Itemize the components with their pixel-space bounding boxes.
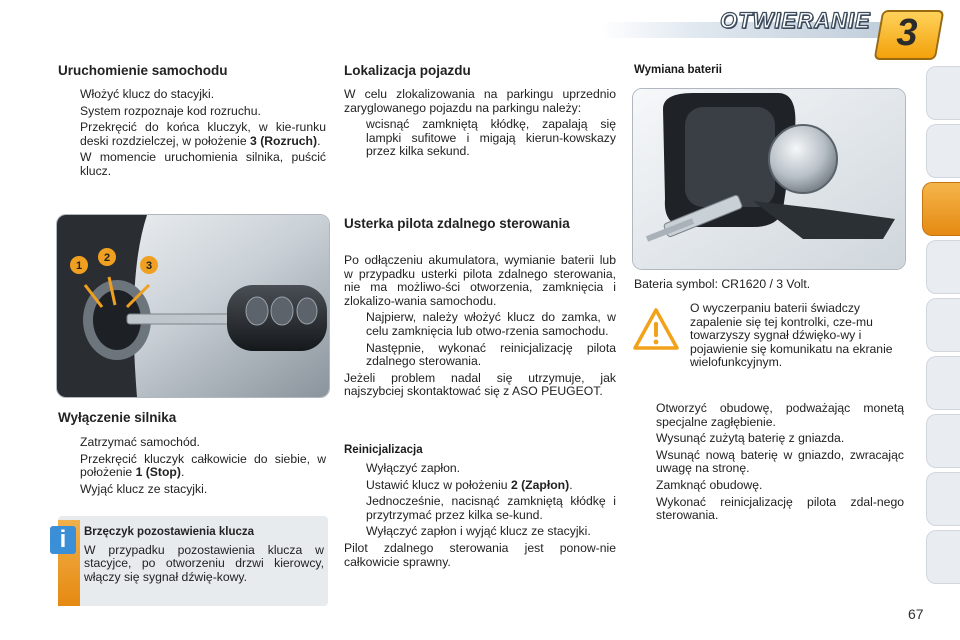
list-item: System rozpoznaje kod rozruchu. [80, 103, 261, 118]
list-item: Wyłączyć zapłon. [366, 461, 461, 475]
list-item: Przekręcić kluczyk całkowicie do siebie, w położenie 1 (Stop). [80, 451, 326, 480]
stop-heading: Wyłączenie silnika [58, 410, 177, 425]
chapter-tab[interactable] [926, 66, 960, 120]
chapter-tab[interactable] [926, 240, 960, 294]
start-list [58, 88, 326, 182]
battery-steps [634, 402, 904, 526]
list-item: Następnie, wykonać reinicjalizację pilota zdalnego sterowania. [366, 340, 616, 369]
chapter-tab[interactable] [926, 124, 960, 178]
list-item: Wysunąć zużytą baterię z gniazda. [656, 431, 845, 446]
locate-content: W celu zlokalizowania na parkingu uprzednio zaryglowanego pojazdu na parkingu należy: wcisnąć zamkniętą kłódkę, zapalają się lampki sufitowe i migają kierun-kowskazy przez kilka sekund. [344, 87, 616, 159]
chapter-tab[interactable] [926, 472, 960, 526]
page-number: 67 [908, 606, 924, 622]
info-text: W przypadku pozostawienia klucza w stacyjce, po otworzeniu drzwi kierowcy, włączy się sygnał dźwię-kowy. [84, 542, 324, 584]
position-label-1: 1 [75, 260, 83, 272]
list-item: Przekręcić do końca kluczyk, w kie-runku deski rozdzielczej, w położenie 3 (Rozruch). [80, 120, 326, 148]
position-label-2: 2 [103, 252, 111, 264]
list-item: Wyłączyć zapłon i wyjąć klucz ze stacyjki. [366, 524, 591, 539]
chapter-tab-active[interactable] [922, 182, 960, 236]
list-item: Zatrzymać samochód. [80, 435, 200, 449]
warning-icon [632, 306, 680, 354]
locate-heading: Lokalizacja pojazdu [344, 63, 471, 78]
reinit-content: Wyłączyć zapłon. Ustawić klucz w położeniu 2 (Zapłon). Jednocześnie, nacisnąć zamkniętą kłódkę i przytrzymać przez kilka se-kund. Wyłączyć zapłon i wyjąć klucz ze stacyjki. Pilot zdalnego sterowania jest ponow-nie całkowicie sprawny. [344, 461, 616, 569]
fault-heading: Usterka pilota zdalnego sterowania [344, 216, 570, 231]
reinit-heading: Reinicjalizacja [344, 444, 423, 456]
list-item: wcisnąć zamkniętą kłódkę, zapalają się lampki sufitowe i migają kierun-kowskazy przez kilka sekund. [366, 117, 616, 159]
list-item: Wykonać reinicjalizację pilota zdal-nego sterowania. [656, 494, 904, 523]
ignition-photo [56, 214, 330, 398]
position-label-3: 3 [145, 260, 153, 272]
info-title: Brzęczyk pozostawienia klucza [84, 526, 255, 538]
battery-heading: Wymiana baterii [634, 64, 722, 76]
list-item: Ustawić klucz w położeniu 2 (Zapłon). [366, 477, 573, 492]
list-item: Jednocześnie, nacisnąć zamkniętą kłódkę i przytrzymać przez kilka se-kund. [366, 494, 616, 522]
page-title: OTWIERANIE [720, 8, 871, 33]
chapter-tab[interactable] [926, 414, 960, 468]
list-item: Wyjąć klucz ze stacyjki. [80, 481, 208, 496]
chapter-tab[interactable] [926, 298, 960, 352]
stop-list [58, 436, 326, 499]
list-item: Najpierw, należy włożyć klucz do zamka, w celu zamknięcia lub otwo-rzenia samochodu. [366, 310, 616, 338]
battery-type: Bateria symbol: CR1620 / 3 Volt. [634, 277, 811, 291]
chapter-tab[interactable] [926, 530, 960, 584]
chapter-tabs [926, 66, 960, 596]
warning-text: O wyczerpaniu baterii świadczy zapalenie się tej kontrolki, cze-mu towarzyszy sygnał dźwięko-wy i pojawienie się komunikatu na ekranie wielofunkcyjnym. [690, 301, 893, 370]
list-item: Otworzyć obudowę, podważając monetą specjalne zagłębienie. [656, 401, 904, 429]
fault-content: Po odłączeniu akumulatora, wymianie baterii lub w przypadku usterki pilota zdalnego sterowania, nie ma możliwo-ści otworzenia, zamknięcia i zlokalizo-wania samochodu. Najpierw, należy włożyć klucz do zamka, w celu zamknięcia lub otwo-rzenia samochodu. Następnie, wykonać reinicjalizację pilota zdalnego sterowania. Jeżeli problem nadal się utrzymuje, jak najszybciej skontaktować się z ASO PEUGEOT. [344, 253, 616, 399]
list-item: Wsunąć nową baterię w gniazdo, zwracając uwagę na stronę. [656, 447, 904, 476]
chapter-number: 3 [896, 12, 918, 54]
info-icon: i [50, 526, 76, 554]
list-item: Włożyć klucz do stacyjki. [80, 87, 215, 101]
start-heading: Uruchomienie samochodu [58, 63, 228, 78]
info-content [84, 526, 324, 584]
list-item: Zamknąć obudowę. [656, 477, 763, 492]
battery-photo [632, 88, 906, 270]
list-item: W momencie uruchomienia silnika, puścić klucz. [80, 150, 326, 178]
chapter-tab[interactable] [926, 356, 960, 410]
